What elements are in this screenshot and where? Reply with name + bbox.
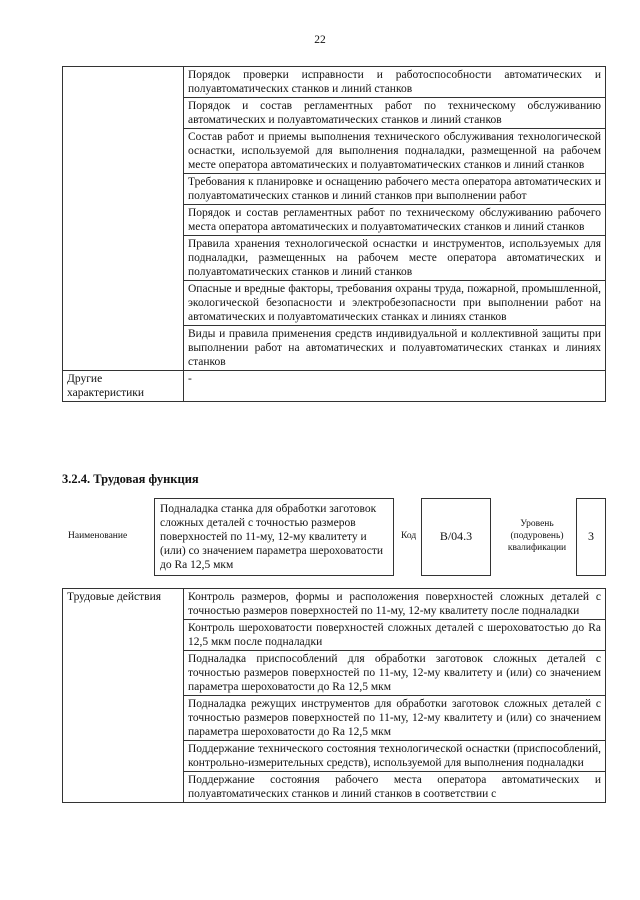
table-row: Опасные и вредные факторы, требования охраны труда, пожарной, промышленной, экологической безопасности и электробезопасности при выполнении работ на автоматических и полуавтоматических станках и линиях станков bbox=[184, 281, 606, 326]
table-row: Поддержание технического состояния технологической оснастки (приспособлений, контрольно-измерительных средств), используемой для выполнения подналадки bbox=[184, 741, 606, 772]
labor-function-header bbox=[62, 498, 606, 576]
table-row: Поддержание состояния рабочего места оператора автоматических и полуавтоматических станков и линий станков в соответствии с bbox=[184, 772, 606, 803]
knowledge-table-continued bbox=[62, 66, 606, 402]
table-row: Состав работ и приемы выполнения технического обслуживания технологической оснастки, используемой для выполнения подналадки, размещенной на рабочем месте оператора автоматических и полуавтоматических станков и линий станков bbox=[184, 129, 606, 174]
section-title: 3.2.4. Трудовая функция bbox=[62, 472, 199, 486]
table-row: Подналадка режущих инструментов для обработки заготовок сложных деталей с точностью размеров поверхностей по 11-му, 12-му квалитету и (или) со значением параметра шероховатости до Ra 12,5 мкм bbox=[184, 696, 606, 741]
table-row: Контроль шероховатости поверхностей сложных деталей с шероховатостью до Ra 12,5 мкм после подналадки bbox=[184, 620, 606, 651]
code-label: Код bbox=[401, 531, 417, 541]
name-label: Наименование bbox=[68, 531, 128, 541]
table-row: Требования к планировке и оснащению рабочего места оператора автоматических и полуавтоматических станков и линий станков при выполнении работ bbox=[184, 174, 606, 205]
table-row: Подналадка приспособлений для обработки заготовок сложных деталей с точностью размеров поверхностей по 11-му, 12-му квалитету и (или) со значением параметра шероховатости до Ra 12,5 мкм bbox=[184, 651, 606, 696]
labor-actions-label: Трудовые действия bbox=[63, 589, 184, 803]
table-row: Порядок и состав регламентных работ по техническому обслуживанию автоматических и полуавтоматических станков и линий станков bbox=[184, 98, 606, 129]
table-row: Контроль размеров, формы и расположения поверхностей сложных деталей с точностью размеров поверхностей по 11-му, 12-му квалитету после подналадки bbox=[184, 589, 606, 620]
labor-function-name: Подналадка станка для обработки заготовок сложных деталей с точностью размеров поверхностей по 11-му, 12-му квалитету и (или) со значением параметра шероховатости до Ra 12,5 мкм bbox=[154, 498, 394, 576]
labor-actions-table bbox=[62, 588, 606, 803]
qualification-level-value: 3 bbox=[576, 498, 606, 576]
table-row: Порядок и состав регламентных работ по техническому обслуживанию рабочего места оператора автоматических и полуавтоматических станков и линий станков bbox=[184, 205, 606, 236]
table-row: Порядок проверки исправности и работоспособности автоматических и полуавтоматических станков и линий станков bbox=[184, 67, 606, 98]
table-row: Правила хранения технологической оснастки и инструментов, используемых для подналадки, размещенных на рабочем месте оператора автоматических и полуавтоматических станков и линий станков bbox=[184, 236, 606, 281]
page-number: 22 bbox=[314, 34, 326, 46]
table-row: Виды и правила применения средств индивидуальной и коллективной защиты при выполнении работ на автоматических и полуавтоматических станках и линиях станков bbox=[184, 326, 606, 371]
qualification-level-label: Уровень (подуровень) квалификации bbox=[507, 519, 567, 553]
other-characteristics-value: - bbox=[184, 371, 606, 402]
code-value: B/04.3 bbox=[421, 498, 491, 576]
knowledge-label-cell bbox=[63, 67, 184, 371]
other-characteristics-label: Другие характеристики bbox=[63, 371, 184, 402]
